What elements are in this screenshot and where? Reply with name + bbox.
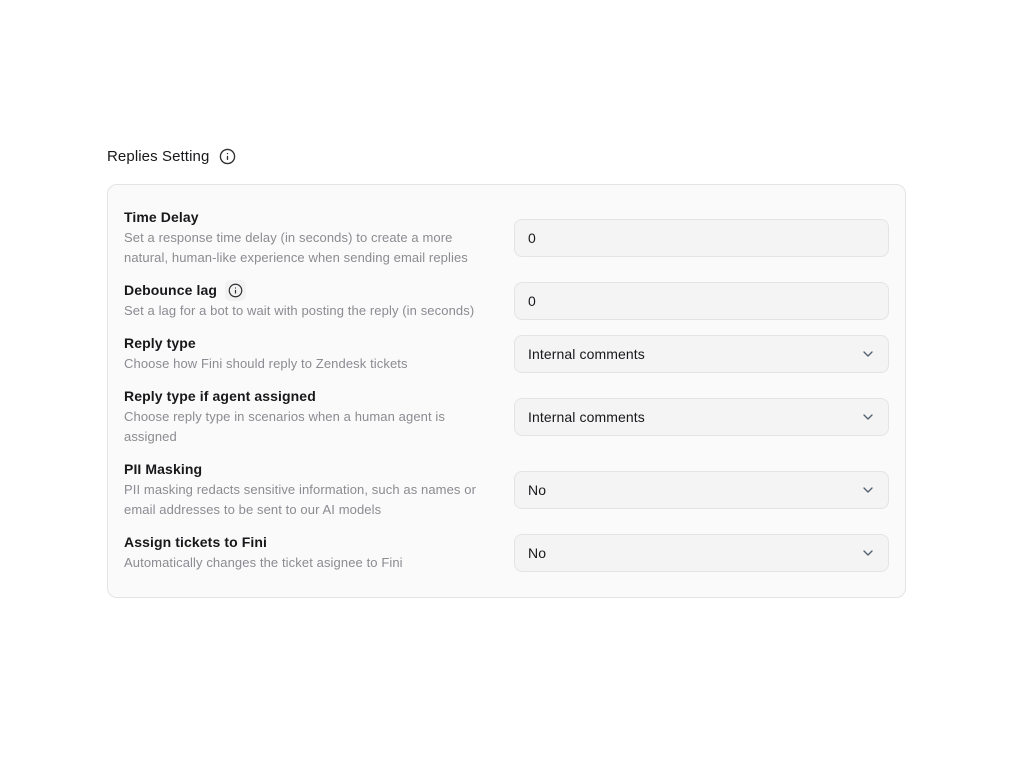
chevron-down-icon bbox=[860, 545, 876, 561]
setting-control bbox=[514, 398, 889, 436]
setting-description: Choose how Fini should reply to Zendesk tickets bbox=[124, 356, 408, 371]
setting-row-debounce-lag bbox=[124, 280, 889, 321]
setting-description: PII masking redacts sensitive information, such as names or email addresses to be sent to our AI models bbox=[124, 482, 476, 517]
setting-row-pii-masking bbox=[124, 459, 889, 520]
setting-description: Set a lag for a bot to wait with posting the reply (in seconds) bbox=[124, 303, 475, 318]
setting-control bbox=[514, 534, 889, 572]
select-value: No bbox=[528, 544, 547, 561]
setting-description: Automatically changes the ticket asignee to Fini bbox=[124, 555, 403, 570]
setting-control bbox=[514, 471, 889, 509]
setting-title: Reply type if agent assigned bbox=[124, 388, 316, 404]
info-icon[interactable] bbox=[219, 148, 236, 165]
setting-title: Assign tickets to Fini bbox=[124, 534, 267, 550]
select-value: Internal comments bbox=[528, 345, 645, 362]
select-value: Internal comments bbox=[528, 408, 645, 425]
setting-text bbox=[124, 386, 482, 447]
setting-text bbox=[124, 532, 482, 573]
setting-title: Reply type bbox=[124, 335, 196, 351]
setting-title: PII Masking bbox=[124, 461, 203, 477]
setting-row-assign-tickets bbox=[124, 532, 889, 573]
replies-setting-header bbox=[107, 146, 1024, 166]
setting-control bbox=[514, 282, 889, 320]
replies-settings-card bbox=[107, 184, 906, 598]
setting-control bbox=[514, 219, 889, 257]
info-icon[interactable] bbox=[225, 280, 246, 301]
setting-text bbox=[124, 207, 482, 268]
pii-masking-select[interactable] bbox=[514, 471, 889, 509]
setting-text bbox=[124, 333, 482, 374]
reply-type-agent-select[interactable] bbox=[514, 398, 889, 436]
setting-title: Debounce lag bbox=[124, 282, 217, 298]
page-title: Replies Setting bbox=[107, 147, 210, 165]
chevron-down-icon bbox=[860, 409, 876, 425]
chevron-down-icon bbox=[860, 482, 876, 498]
setting-description: Set a response time delay (in seconds) to create a more natural, human-like experience when sending email replies bbox=[124, 230, 468, 265]
setting-row-reply-type bbox=[124, 333, 889, 374]
select-value: No bbox=[528, 481, 547, 498]
setting-text bbox=[124, 280, 482, 321]
chevron-down-icon bbox=[860, 346, 876, 362]
reply-type-select[interactable] bbox=[514, 335, 889, 373]
setting-control bbox=[514, 335, 889, 373]
setting-description: Choose reply type in scenarios when a human agent is assigned bbox=[124, 409, 445, 444]
setting-row-time-delay bbox=[124, 207, 889, 268]
setting-title: Time Delay bbox=[124, 209, 199, 225]
assign-tickets-select[interactable] bbox=[514, 534, 889, 572]
debounce-lag-input[interactable] bbox=[514, 282, 889, 320]
setting-text bbox=[124, 459, 482, 520]
time-delay-input[interactable] bbox=[514, 219, 889, 257]
setting-row-reply-type-agent bbox=[124, 386, 889, 447]
